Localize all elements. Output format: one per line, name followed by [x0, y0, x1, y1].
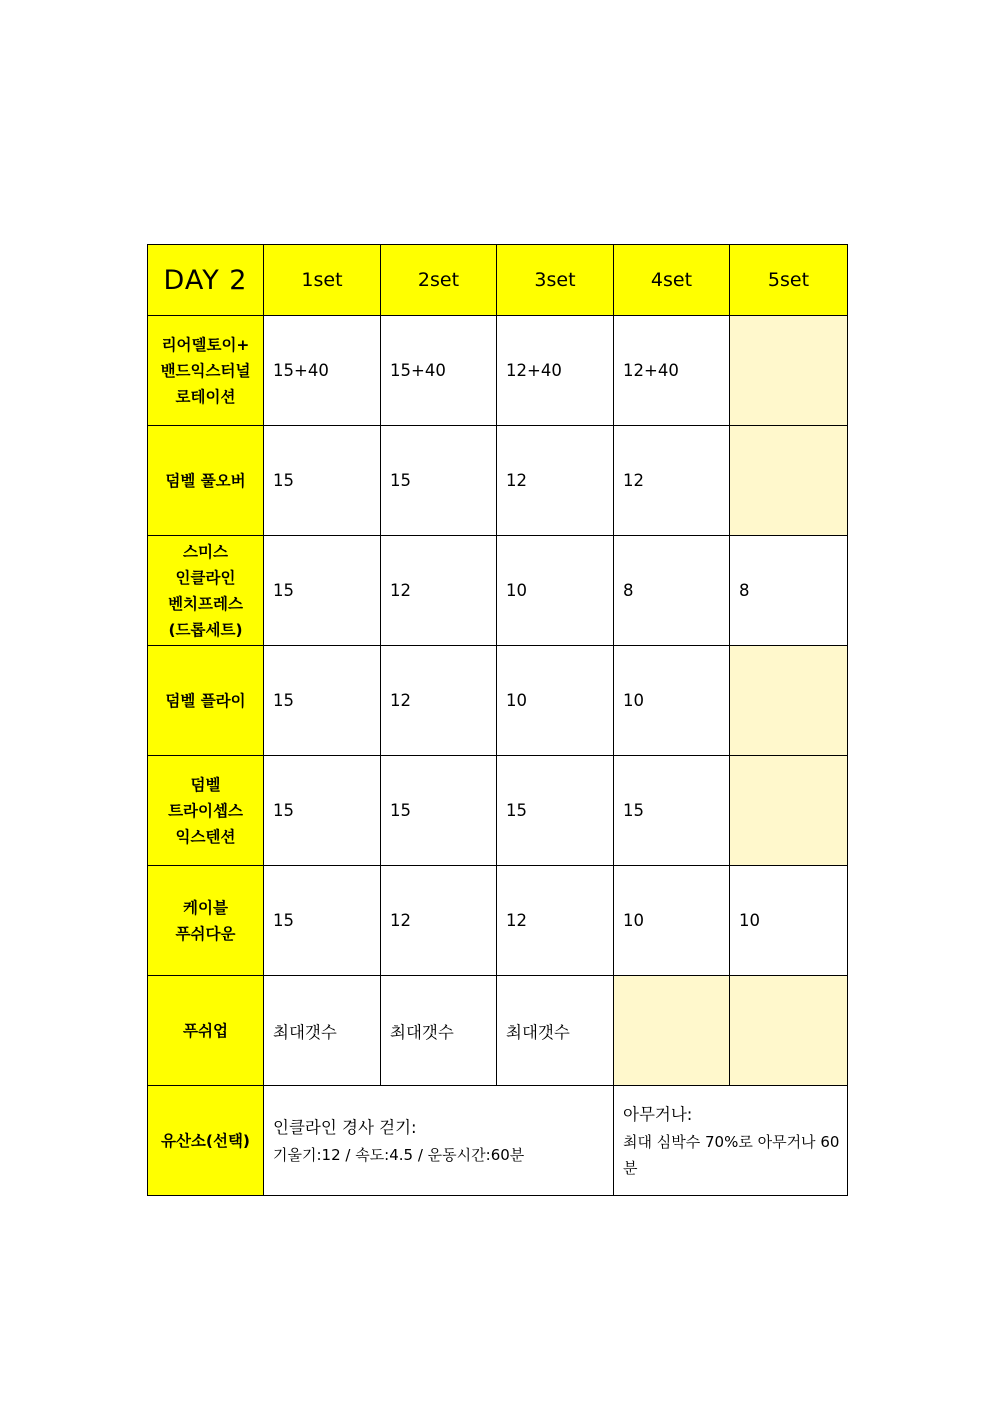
set-rep-cell: 15 — [264, 536, 381, 646]
set-header-2: 2set — [381, 245, 497, 316]
exercise-name — [148, 426, 264, 536]
empty-set-cell — [730, 756, 848, 866]
set-rep-cell: 최대갯수 — [381, 976, 497, 1086]
exercise-row — [148, 866, 848, 976]
cardio-option-any-detail: 최대 심박수 70%로 아무거나 60분 — [623, 1132, 840, 1177]
cardio-option-incline-title: 인클라인 경사 걷기: — [273, 1117, 417, 1137]
empty-set-cell — [614, 976, 730, 1086]
set-rep-cell: 10 — [497, 646, 614, 756]
set-rep-cell: 12 — [614, 426, 730, 536]
set-rep-cell: 15 — [381, 426, 497, 536]
set-header-3: 3set — [497, 245, 614, 316]
exercise-name-line: 덤벨 풀오버 — [165, 471, 246, 490]
set-rep-cell: 8 — [730, 536, 848, 646]
set-rep-cell: 12 — [381, 646, 497, 756]
exercise-row — [148, 536, 848, 646]
exercise-name — [148, 866, 264, 976]
empty-set-cell — [730, 976, 848, 1086]
exercise-name — [148, 976, 264, 1086]
set-rep-cell: 12+40 — [614, 316, 730, 426]
cardio-option-any — [614, 1086, 848, 1196]
set-rep-cell: 15 — [264, 646, 381, 756]
set-header-4: 4set — [614, 245, 730, 316]
set-rep-cell: 15+40 — [264, 316, 381, 426]
workout-table — [147, 244, 848, 1196]
exercise-name — [148, 316, 264, 426]
empty-set-cell — [730, 316, 848, 426]
exercise-name-line: 덤벨 — [190, 775, 221, 794]
exercise-row — [148, 646, 848, 756]
exercise-name-line: 로테이션 — [175, 387, 236, 406]
set-rep-cell: 15+40 — [381, 316, 497, 426]
exercise-name-line: (드롭세트) — [168, 620, 243, 639]
set-rep-cell: 10 — [614, 646, 730, 756]
set-rep-cell: 최대갯수 — [264, 976, 381, 1086]
exercise-name-line: 인클라인 — [175, 568, 236, 587]
exercise-name-line: 덤벨 플라이 — [165, 691, 246, 710]
exercise-name-line: 벤치프레스 — [168, 594, 243, 613]
empty-set-cell — [730, 426, 848, 536]
set-rep-cell: 15 — [381, 756, 497, 866]
exercise-name — [148, 536, 264, 646]
exercise-row — [148, 976, 848, 1086]
set-rep-cell: 12 — [497, 426, 614, 536]
exercise-name-line: 푸쉬업 — [183, 1021, 228, 1040]
set-rep-cell: 12 — [381, 866, 497, 976]
cardio-label: 유산소(선택) — [148, 1086, 264, 1196]
header-row — [148, 245, 848, 316]
set-rep-cell: 15 — [264, 426, 381, 536]
cardio-option-any-title: 아무거나: — [623, 1104, 693, 1124]
exercise-name-line: 밴드익스터널 — [160, 361, 251, 380]
cardio-row — [148, 1086, 848, 1196]
exercise-row — [148, 756, 848, 866]
set-rep-cell: 8 — [614, 536, 730, 646]
set-rep-cell: 15 — [614, 756, 730, 866]
exercise-name-line: 푸쉬다운 — [175, 924, 236, 943]
set-rep-cell: 12 — [381, 536, 497, 646]
set-rep-cell: 최대갯수 — [497, 976, 614, 1086]
set-rep-cell: 15 — [264, 756, 381, 866]
exercise-row — [148, 316, 848, 426]
set-header-5: 5set — [730, 245, 848, 316]
exercise-row — [148, 426, 848, 536]
exercise-name — [148, 756, 264, 866]
exercise-name-line: 케이블 — [183, 898, 228, 917]
exercise-name-line: 스미스 — [183, 542, 228, 561]
exercise-name-line: 리어델토이+ — [161, 335, 250, 354]
cardio-option-incline — [264, 1086, 614, 1196]
set-rep-cell: 12+40 — [497, 316, 614, 426]
set-rep-cell: 15 — [264, 866, 381, 976]
set-rep-cell: 15 — [497, 756, 614, 866]
exercise-name — [148, 646, 264, 756]
empty-set-cell — [730, 646, 848, 756]
set-rep-cell: 10 — [730, 866, 848, 976]
set-rep-cell: 12 — [497, 866, 614, 976]
exercise-name-line: 익스텐션 — [175, 827, 236, 846]
day-label: DAY 2 — [148, 245, 264, 316]
set-rep-cell: 10 — [497, 536, 614, 646]
cardio-option-incline-detail: 기울기:12 / 속도:4.5 / 운동시간:60분 — [273, 1145, 525, 1164]
set-rep-cell: 10 — [614, 866, 730, 976]
set-header-1: 1set — [264, 245, 381, 316]
exercise-name-line: 트라이셉스 — [168, 801, 243, 820]
